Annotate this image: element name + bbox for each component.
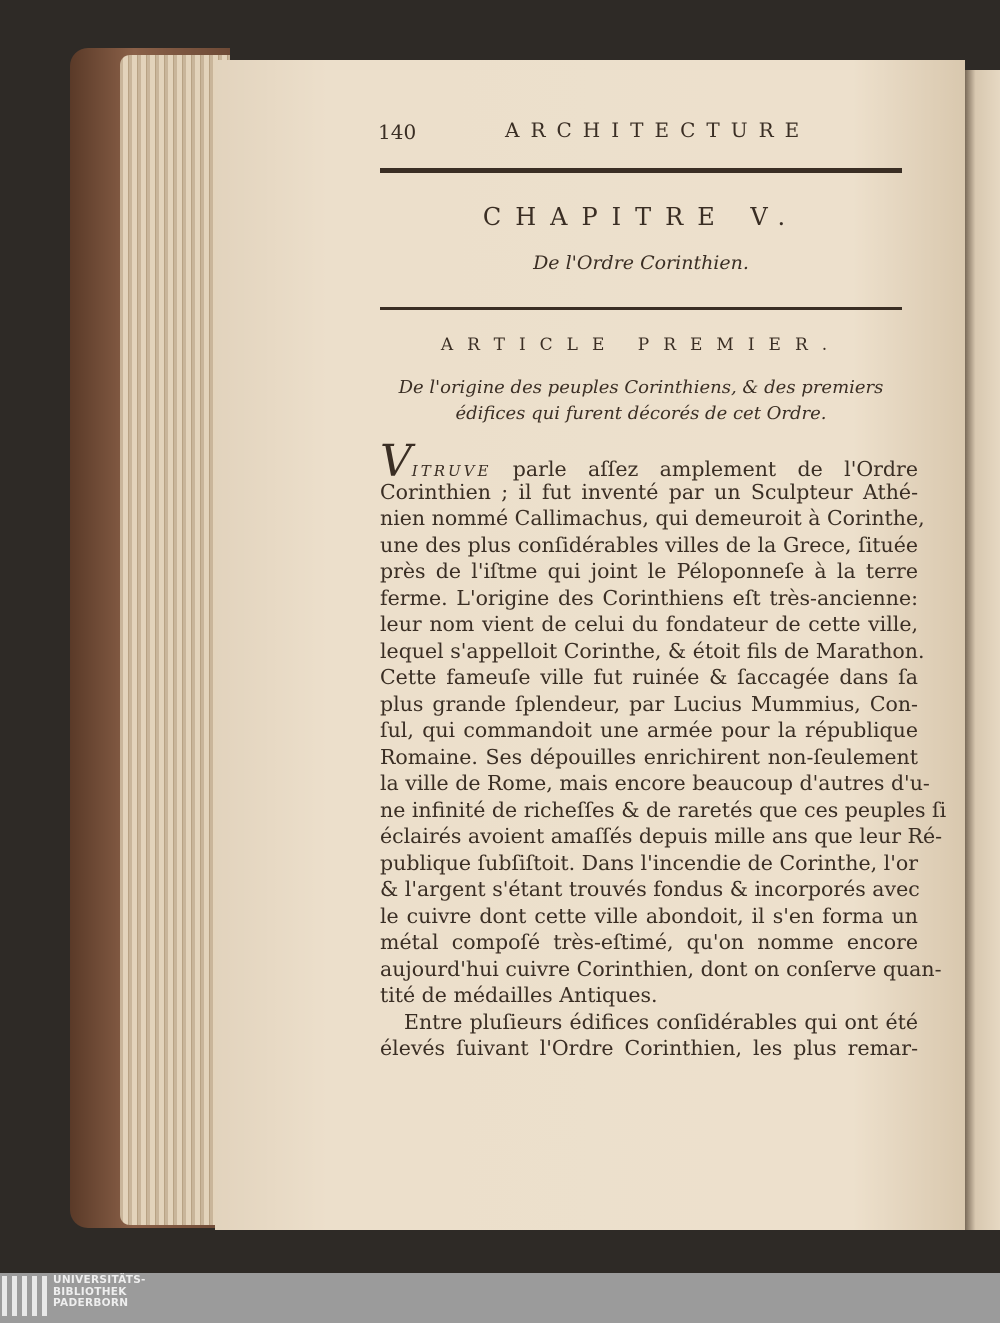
body-text — [380, 436, 947, 1062]
body-line: ferme. L'origine des Corinthiens eſt très-ancienne: — [380, 585, 918, 610]
body-line-text: parle aſſez amplement de l'Ordre — [491, 457, 918, 481]
running-head: ARCHITECTURE — [505, 118, 811, 142]
body-line: près de l'iſtme qui joint le Péloponneſe à la terre — [380, 559, 918, 583]
library-logo-icon — [2, 1276, 47, 1318]
chapter-subtitle: De l'Ordre Corinthien. — [533, 252, 749, 274]
logo-line: BIBLIOTHEK — [53, 1285, 127, 1298]
article-heading-line: édifices qui furent décorés de cet Ordre. — [455, 403, 827, 424]
body-line: & l'argent s'étant trouvés fondus & incorporés avec — [380, 877, 920, 901]
body-line: Romaine. Ses dépouilles enrichirent non-ſeulement — [380, 744, 918, 769]
page-number: 140 — [378, 120, 417, 144]
body-line: Entre pluſieurs édifices conſidérables qui ont été — [404, 1009, 918, 1034]
footer-bar — [0, 1273, 1000, 1323]
body-line: Corinthien ; il fut inventé par un Sculpteur Athé- — [380, 479, 918, 504]
body-line: lequel s'appelloit Corinthe, & étoit fils de Marathon. — [380, 638, 925, 663]
article-heading-line: De l'origine des peuples Corinthiens, & des premiers — [398, 377, 884, 398]
body-line: le cuivre dont cette ville abondoit, il s'en forma un — [380, 903, 918, 928]
logo-line: PADERBORN — [53, 1297, 129, 1309]
body-line: leur nom vient de celui du fondateur de cette ville, — [380, 612, 918, 636]
body-line: tité de médailles Antiques. — [380, 983, 658, 1007]
header-rule — [380, 168, 902, 173]
body-line: nien nommé Callimachus, qui demeuroit à Corinthe, — [380, 506, 925, 530]
facing-page — [965, 70, 1000, 1230]
body-line: aujourd'hui cuivre Corinthien, dont on conſerve quan- — [380, 956, 942, 981]
first-word: ITRUVE — [411, 462, 492, 480]
body-line: métal compoſé très-eſtimé, qu'on nomme encore — [380, 930, 918, 954]
body-line: publique ſubſiſtoit. Dans l'incendie de Corinthe, l'or — [380, 850, 918, 875]
body-line: ne infinité de richeſſes & de raretés que ces peuples ſi — [380, 797, 947, 822]
body-line: élevés ſuivant l'Ordre Corinthien, les plus remar- — [380, 1036, 918, 1060]
body-line — [380, 436, 918, 487]
body-line: ſul, qui commandoit une armée pour la république — [380, 718, 918, 742]
body-line: la ville de Rome, mais encore beaucoup d'autres d'u- — [380, 771, 930, 795]
body-line: une des plus conſidérables villes de la Grece, ſituée — [380, 532, 918, 557]
library-logo-text — [53, 1275, 146, 1310]
chapter-rule — [380, 307, 902, 310]
chapter-title: CHAPITRE V. — [482, 203, 800, 231]
body-line: éclairés avoient amaſſés depuis mille ans que leur Ré- — [380, 824, 942, 848]
body-line: Cette fameuſe ville fut ruinée & ſaccagée dans ſa — [380, 665, 918, 689]
logo-line: UNIVERSITÄTS- — [53, 1274, 146, 1286]
body-line: plus grande ſplendeur, par Lucius Mummius, Con- — [380, 691, 918, 716]
article-title: ARTICLE PREMIER. — [440, 335, 842, 355]
page-edges — [120, 55, 230, 1225]
drop-cap: V — [380, 436, 412, 487]
